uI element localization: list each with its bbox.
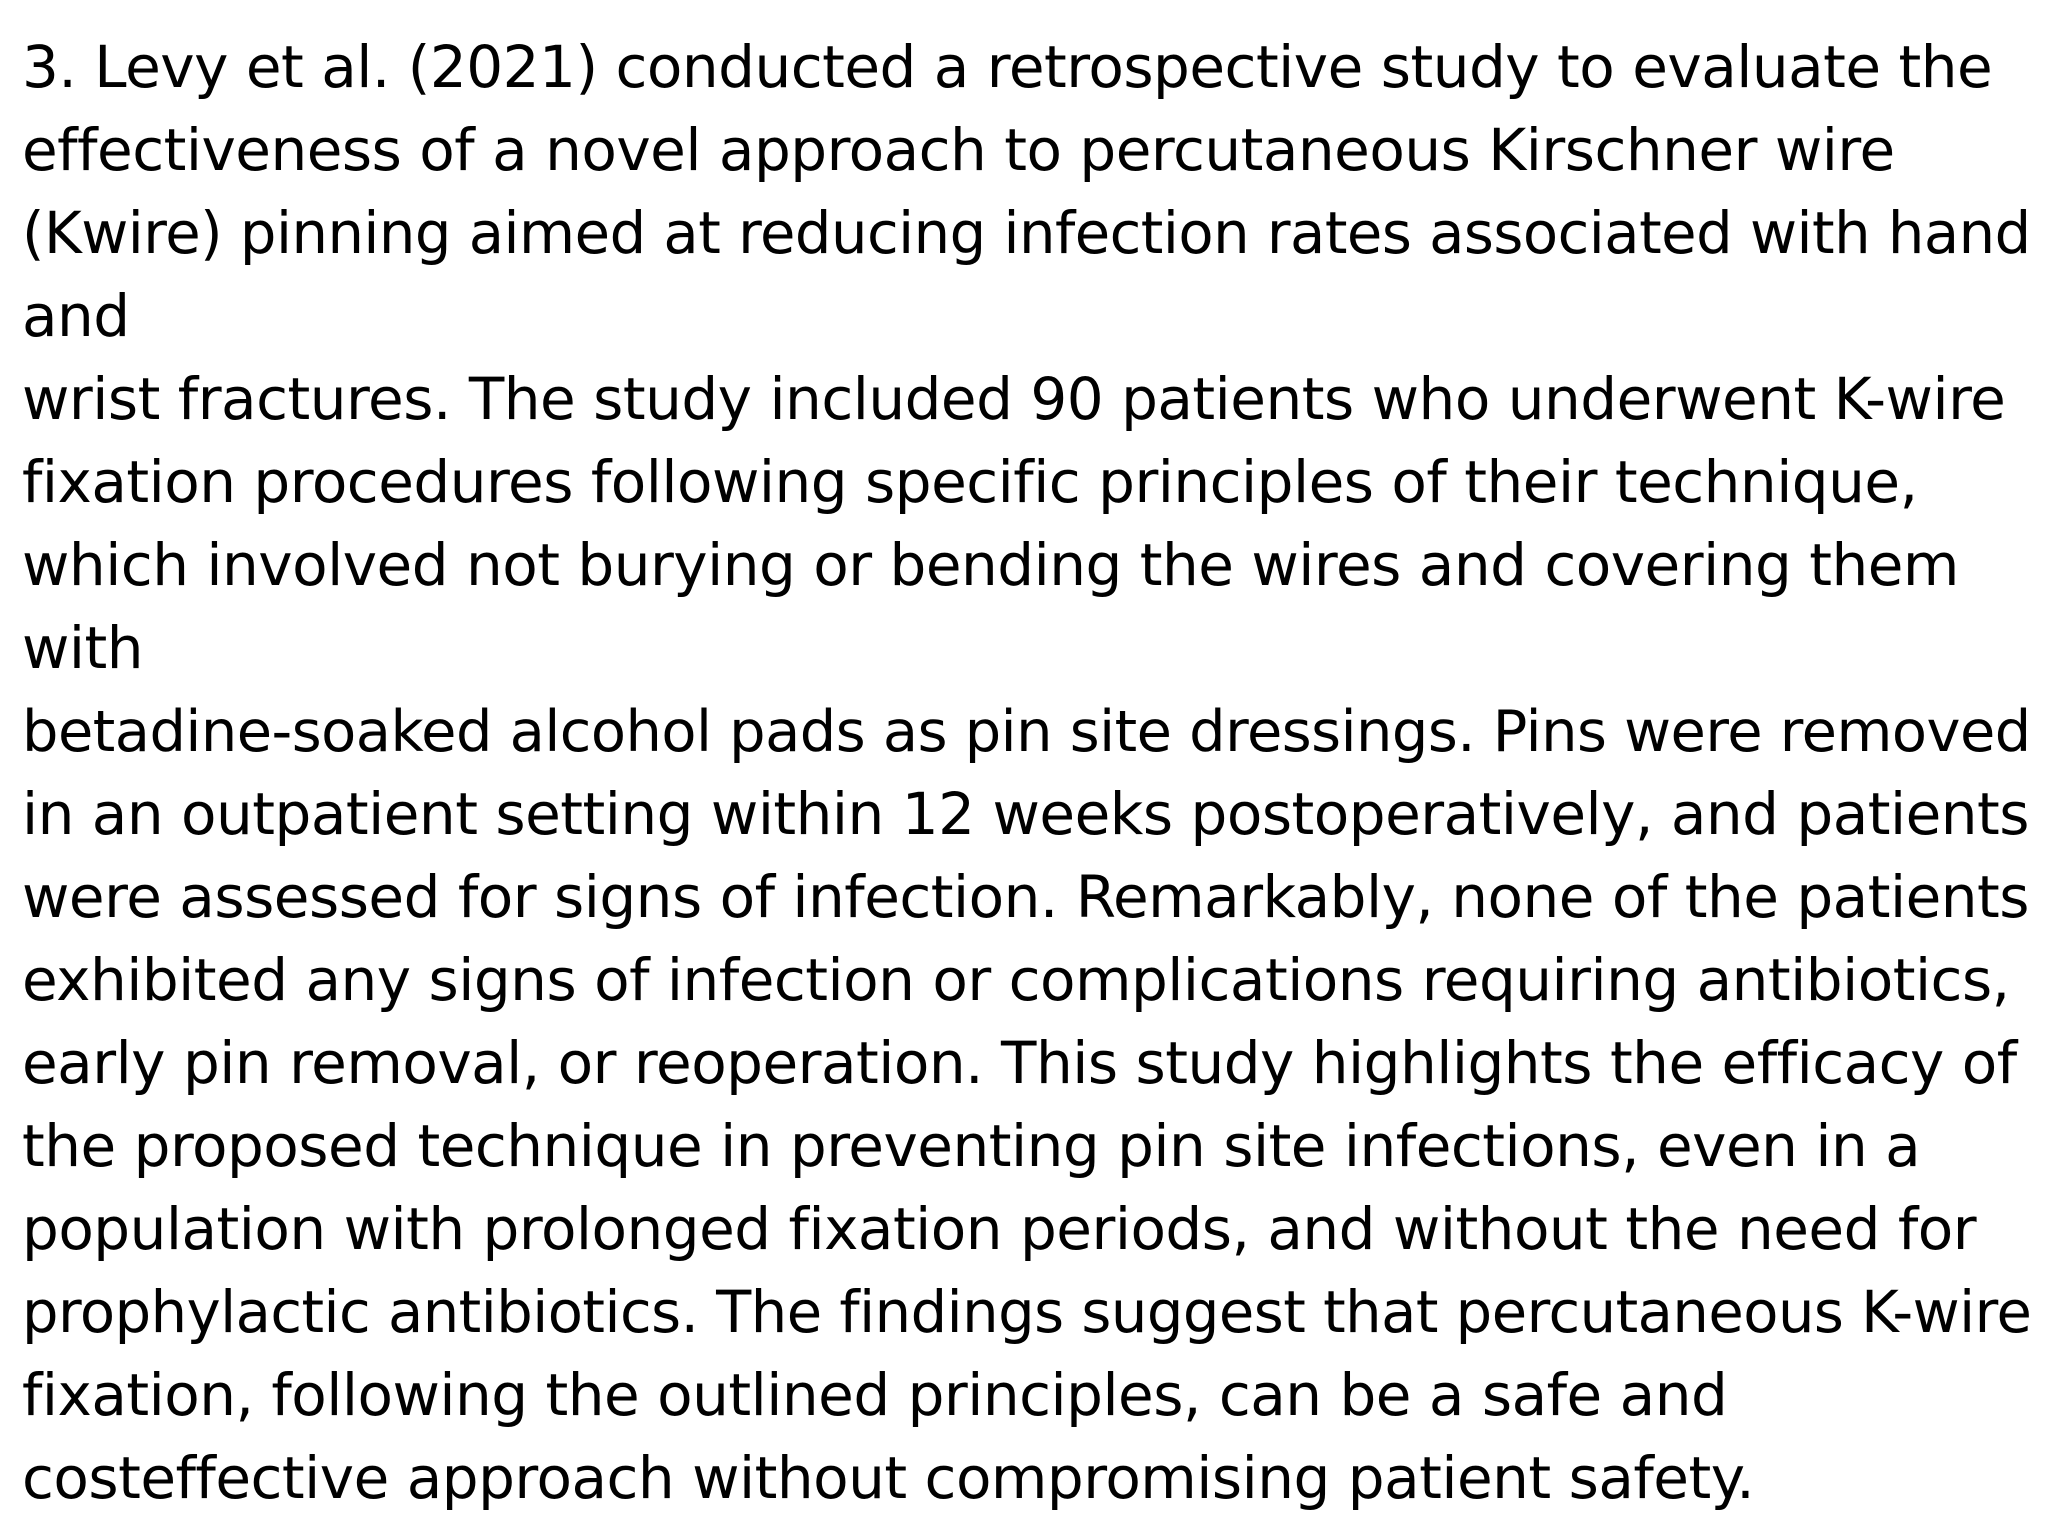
text-line: wrist fractures. The study included 90 patients who underwent K-wire <box>22 365 2006 433</box>
text-line: the proposed technique in preventing pin site infections, even in a <box>22 1112 1921 1180</box>
text-line: which involved not burying or bending the wires and covering them <box>22 531 1959 599</box>
text-line: early pin removal, or reoperation. This study highlights the efficacy of <box>22 1029 2017 1097</box>
text-line: in an outpatient setting within 12 weeks postoperatively, and patients <box>22 780 2030 848</box>
text-line: with <box>22 614 144 682</box>
body-paragraph <box>22 26 2032 1520</box>
text-line: fixation, following the outlined principles, can be a safe and <box>22 1361 1728 1429</box>
text-line: 3. Levy et al. (2021) conducted a retrospective study to evaluate the <box>22 33 1993 101</box>
text-line: exhibited any signs of infection or complications requiring antibiotics, <box>22 946 2010 1014</box>
text-line: prophylactic antibiotics. The findings suggest that percutaneous K-wire <box>22 1279 2032 1346</box>
text-line: betadine-soaked alcohol pads as pin site dressings. Pins were removed <box>22 698 2031 765</box>
text-line: and <box>22 282 130 350</box>
text-line: fixation procedures following specific principles of their technique, <box>22 448 1918 516</box>
text-line: costeffective approach without compromising patient safety. <box>22 1444 1755 1512</box>
text-line: (Kwire) pinning aimed at reducing infection rates associated with hand <box>22 200 2031 267</box>
text-line: population with prolonged fixation periods, and without the need for <box>22 1195 1977 1263</box>
text-line: were assessed for signs of infection. Remarkably, none of the patients <box>22 863 2029 931</box>
text-line: effectiveness of a novel approach to percutaneous Kirschner wire <box>22 116 1895 184</box>
